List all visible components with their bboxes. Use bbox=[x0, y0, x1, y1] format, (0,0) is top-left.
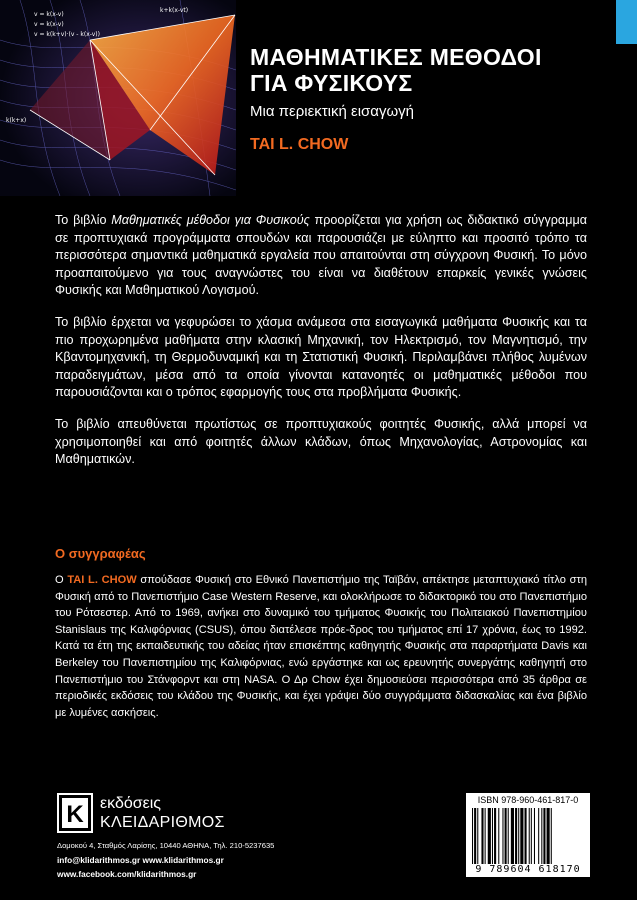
p1-text-rest: προορίζεται για χρήση ως διδακτικό σύγγραμμα σε προπτυχιακά προγράμματα σπουδών και παρουσιάζει με εύληπτο και προσιτό τρόπο τα περισσότερα σημαντικά μαθηματικά εργαλεία που απαιτούνται στη σύγχρονη Φυσική. Το μόνο προαπαιτούμενο για τους αναγνώστες του είναι να διαθέτουν επαρκείς γενικές γνώσεις Φυσικής και Μαθηματικού Λογισμού. bbox=[55, 213, 588, 298]
publisher-name-line2: ΚΛΕΙΔΑΡΙΘΜΟΣ bbox=[100, 814, 225, 831]
art-label-5: k(k+x) bbox=[6, 117, 27, 124]
accent-bar bbox=[616, 0, 637, 44]
bio-text: Ο bbox=[55, 574, 68, 586]
publisher-contact: info@klidarithmos.gr www.klidarithmos.gr bbox=[57, 855, 224, 865]
book-title-line2: ΓΙΑ ΦΥΣΙΚΟΥΣ bbox=[250, 70, 413, 96]
art-label-2: v = k(x-v) bbox=[34, 21, 64, 28]
description-paragraph-2: Το βιβλίο έρχεται να γεφυρώσει το χάσμα ανάμεσα στα εισαγωγικά μαθήματα Φυσικής και τα πιο προχωρημένα μαθήματα στην κλασική Μηχανική, τον Ηλεκτρισμό, τον Μαγνητισμό, την Κβαντομηχανική, τη Θερμοδυναμική και τη Στατιστική Φυσική. Περιλαμβάνει πλήθος λυμένων παραδειγμάτων, μέσα από τα οποία γίνονται κατανοητές οι μαθηματικές μέθοδοι που παρουσιάζονται και ο τρόπος εφαρμογής τους στα προβλήματα Φυσικής. bbox=[55, 314, 587, 400]
publisher-address: Δομοκού 4, Σταθμός Λαρίσης, 10440 ΑΘΗΝΑ, Τηλ. 210-5237635 bbox=[57, 841, 275, 850]
author-name: TAI L. CHOW bbox=[250, 136, 349, 153]
publisher-logo-icon bbox=[57, 793, 93, 833]
publisher-facebook: www.facebook.com/klidarithmos.gr bbox=[57, 869, 197, 879]
book-title bbox=[250, 44, 610, 96]
description-paragraph-3: Το βιβλίο απευθύνεται πρωτίστως σε προπτυχιακούς φοιτητές Φυσικής, αλλά μπορεί να χρησιμοποιηθεί και από φοιτητές άλλων κλάδων, όπως Μηχανολογίας, Αστρονομίας και Μαθηματικών. bbox=[55, 416, 587, 467]
isbn-label: ISBN 978-960-461-817-0 bbox=[477, 795, 579, 805]
publisher-name-line1: εκδόσεις bbox=[100, 795, 162, 812]
barcode-icon bbox=[470, 808, 586, 864]
author-bio bbox=[55, 572, 587, 721]
bio-text-rest: σπούδασε Φυσική στο Εθνικό Πανεπιστήμιο της Ταϊβάν, απέκτησε μεταπτυχιακό τίτλο στη Φυσική από το Πανεπιστήμιο Case Western Reserve, και ολοκλήρωσε το διδακτορικό του στο Πανεπιστήμιο του Ρότσεστερ. Από το 1969, ανήκει στο δυναμικό του τμήματος Φυσικής του Πολιτειακού Πανεπιστημίου Stanislaus της Καλιφόρνιας (CSUS), όπου διατέλεσε πρόε-δρος του τμήματος επί 17 χρόνια, έως το 1992. Κατά τα έτη της εκπαιδευτικής του αδείας ήταν επισκέπτης καθηγητής Φυσικής στα παραρτήματα Davis και Berkeley του Πανεπιστημίου της Καλιφόρνιας, ενώ εργάστηκε και ως ερευνητής συνεργάτης καθηγητή στο Πανεπιστήμιο του Στάνφορντ και στη NASA. Ο Δρ Chow έχει δημοσιεύσει περισσότερα από 35 άρθρα σε περιοδικές εκδόσεις του κλάδου της Φυσικής, και έχει γράψει δύο συγγράμματα διδασκαλίας και ένα βιβλίο με λυμένες ασκήσεις. bbox=[55, 574, 587, 719]
art-label-3: v = k(k+v)·(v - k(x-v)) bbox=[34, 31, 100, 38]
description-paragraph-1 bbox=[55, 212, 587, 300]
author-heading: Ο συγγραφέας bbox=[55, 546, 146, 561]
p1-book-title: Μαθηματικές μέθοδοι για Φυσικούς bbox=[111, 213, 310, 227]
barcode-digits: 9 789604 618170 bbox=[475, 864, 581, 875]
book-title-line1: ΜΑΘΗΜΑΤΙΚΕΣ ΜΕΘΟΔΟΙ bbox=[250, 44, 542, 70]
art-label-1: v = k(x-v) bbox=[34, 11, 64, 18]
bio-author-name: TAI L. CHOW bbox=[67, 574, 137, 586]
isbn-barcode-panel bbox=[466, 793, 590, 877]
art-label-4: k+k(x-vt) bbox=[160, 7, 189, 14]
description bbox=[55, 212, 587, 469]
book-subtitle: Μια περιεκτική εισαγωγή bbox=[250, 103, 415, 120]
logo-letter: K bbox=[66, 801, 84, 828]
cover-illustration bbox=[0, 0, 236, 196]
p1-text: Το βιβλίο bbox=[55, 213, 112, 227]
